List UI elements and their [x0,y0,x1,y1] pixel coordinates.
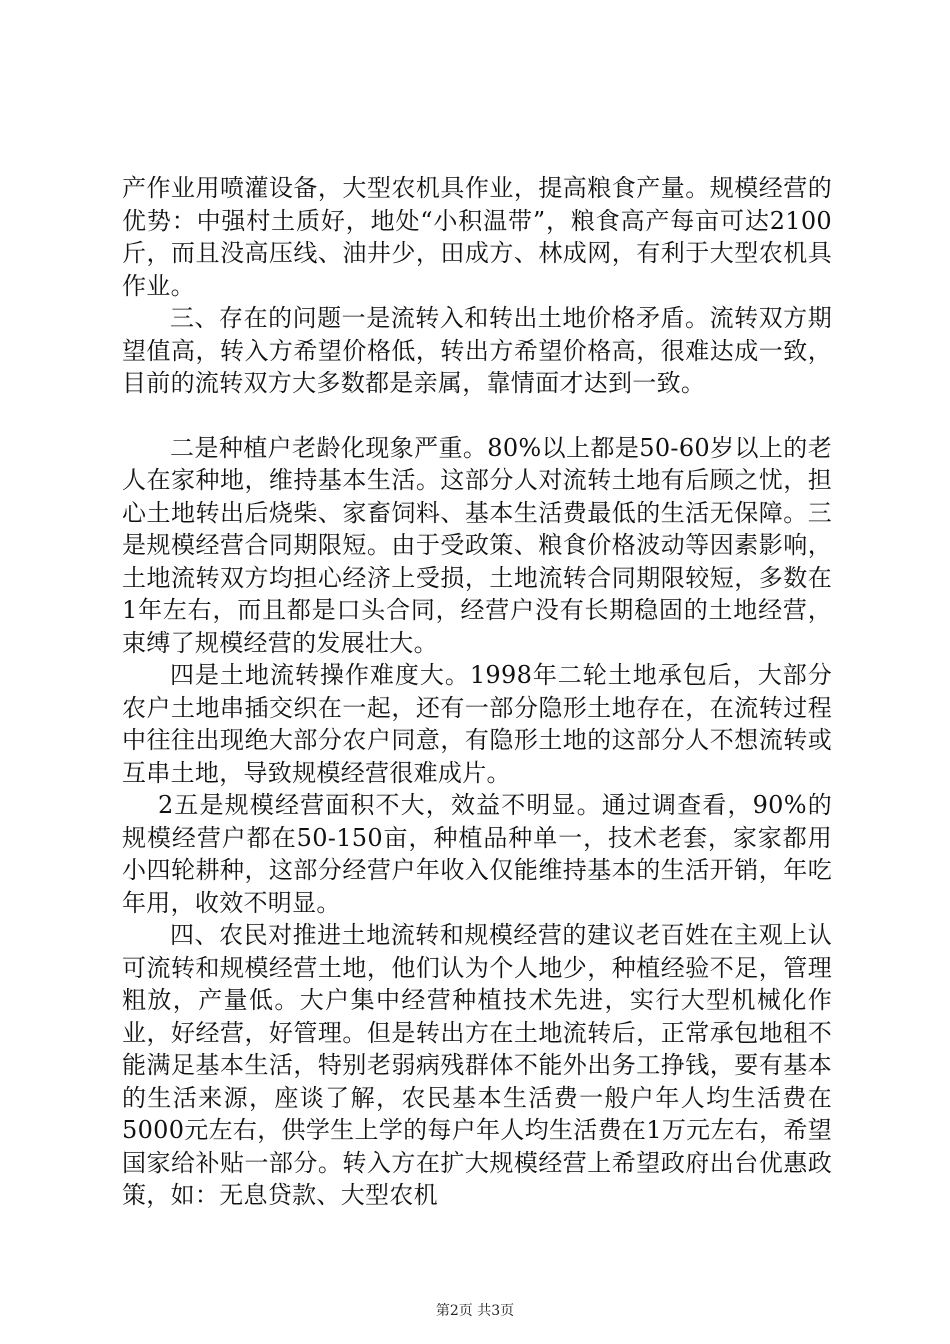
paragraph-6: 四、农民对推进土地流转和规模经营的建议老百姓在主观上认可流转和规模经营土地，他们认为个人地少，种植经验不足，管理粗放，产量低。大户集中经营种植技术先进，实行大型机械化作业，好经营，好管理。但是转出方在土地流转后，正常承包地租不能满足基本生活，特别老弱病残群体不能外出务工挣钱，要有基本的生活来源，座谈了解，农民基本生活费一般户年人均生活费在5000元左右，供学生上学的每户年人均生活费在1万元左右，希望国家给补贴一部分。转入方在扩大规模经营上希望政府出台优惠政策，如：无息贷款、大型农机 [122,921,832,1209]
paragraph-4: 四是土地流转操作难度大。1998年二轮土地承包后，大部分农户土地串插交织在一起，还有一部分隐形土地存在，在流转过程中往往出现绝大部分农户同意，有隐形土地的这部分人不想流转或互串土地，导致规模经营很难成片。 [122,661,832,787]
document-body [122,172,832,1212]
paragraph-3: 二是种植户老龄化现象严重。80%以上都是50-60岁以上的老人在家种地，维持基本生活。这部分人对流转土地有后顾之忧，担心土地转出后烧柴、家畜饲料、基本生活费最低的生活无保障。三是规模经营合同期限短。由于受政策、粮食价格波动等因素影响，土地流转双方均担心经济上受损，土地流转合同期限较短，多数在1年左右，而且都是口头合同，经营户没有长期稳固的土地经营，束缚了规模经营的发展壮大。 [122,433,832,657]
page-footer: 第2页 共3页 [435,1303,515,1319]
paragraph-1: 产作业用喷灌设备，大型农机具作业，提高粮食产量。规模经营的优势：中强村土质好，地处“小积温带”，粮食高产每亩可达2100斤，而且没高压线、油井少，田成方、林成网，有利于大型农机具作业。 [122,174,832,300]
paragraph-5: 2五是规模经营面积不大，效益不明显。通过调查看，90%的规模经营户都在50-150亩，种植品种单一，技术老套，家家都用小四轮耕种，这部分经营户年收入仅能维持基本的生活开销，年吃年用，收效不明显。 [122,791,832,917]
paragraph-2: 三、存在的问题一是流转入和转出土地价格矛盾。流转双方期望值高，转入方希望价格低，转出方希望价格高，很难达成一致，目前的流转双方大多数都是亲属，靠情面才达到一致。 [122,304,832,397]
